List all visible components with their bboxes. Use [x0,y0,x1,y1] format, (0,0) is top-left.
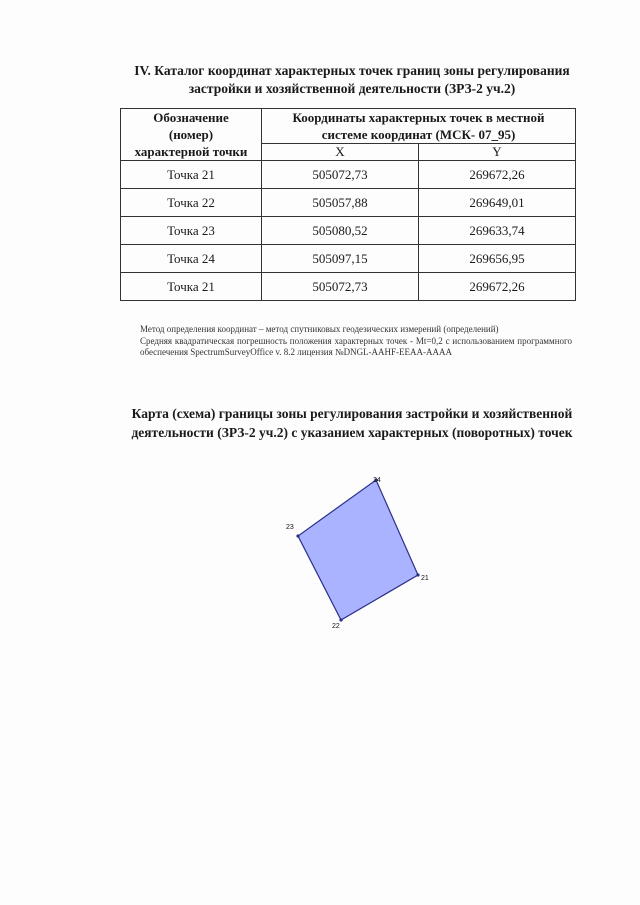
label-24: 24 [373,477,381,484]
header-coordinates [262,109,576,144]
header-y: Y [418,144,575,161]
y-cell: 269672,26 [418,273,575,301]
accuracy-note: Средняя квадратическая погрешность положения характерных точек - Mt=0,2 с использованием программного обеспечения SpectrumSurveyOffice v. 8.2 лицензия №DNGL-AAHF-EEAA-AAAA [140,335,572,357]
y-cell: 269649,01 [418,189,575,217]
x-cell: 505072,73 [262,161,419,189]
coordinates-table [120,108,576,301]
table-row [121,245,576,273]
table-row [121,161,576,189]
y-cell: 269672,26 [418,161,575,189]
map-title-line2: деятельности (ЗРЗ-2 уч.2) с указанием характерных (поворотных) точек [131,425,573,440]
table-row [121,217,576,245]
label-22: 22 [332,623,340,630]
header-x: X [262,144,419,161]
header-point-line3: характерной точки [134,144,248,159]
point-cell: Точка 21 [121,161,262,189]
header-point-line1: Обозначение [153,110,229,125]
vertex-23 [296,534,299,537]
boundary-polygon [298,480,418,620]
method-note: Метод определения координат – метод спутниковых геодезических измерений (определений) [140,324,499,334]
x-cell: 505080,52 [262,217,419,245]
map-title-line1: Карта (схема) границы зоны регулирования застройки и хозяйственной [131,406,573,421]
point-cell: Точка 21 [121,273,262,301]
method-notes [140,324,572,359]
header-point [121,109,262,161]
point-cell: Точка 23 [121,217,262,245]
y-cell: 269633,74 [418,217,575,245]
catalog-title-line1: IV. Каталог координат характерных точек границ зоны регулирования [134,63,570,78]
label-21: 21 [421,575,429,582]
map-title [96,404,608,442]
point-cell: Точка 24 [121,245,262,273]
header-point-line2: (номер) [168,127,214,142]
table-row [121,273,576,301]
x-cell: 505097,15 [262,245,419,273]
boundary-map [270,468,430,638]
vertex-21 [416,573,419,576]
table-row [121,189,576,217]
x-cell: 505072,73 [262,273,419,301]
y-cell: 269656,95 [418,245,575,273]
header-coords-line2: системе координат (МСК- 07_95) [321,127,516,142]
catalog-title [96,62,608,98]
catalog-title-line2: застройки и хозяйственной деятельности (ЗРЗ-2 уч.2) [188,81,516,96]
header-coords-line1: Координаты характерных точек в местной [292,110,545,125]
vertex-22 [339,618,342,621]
point-cell: Точка 22 [121,189,262,217]
x-cell: 505057,88 [262,189,419,217]
label-23: 23 [286,524,294,531]
